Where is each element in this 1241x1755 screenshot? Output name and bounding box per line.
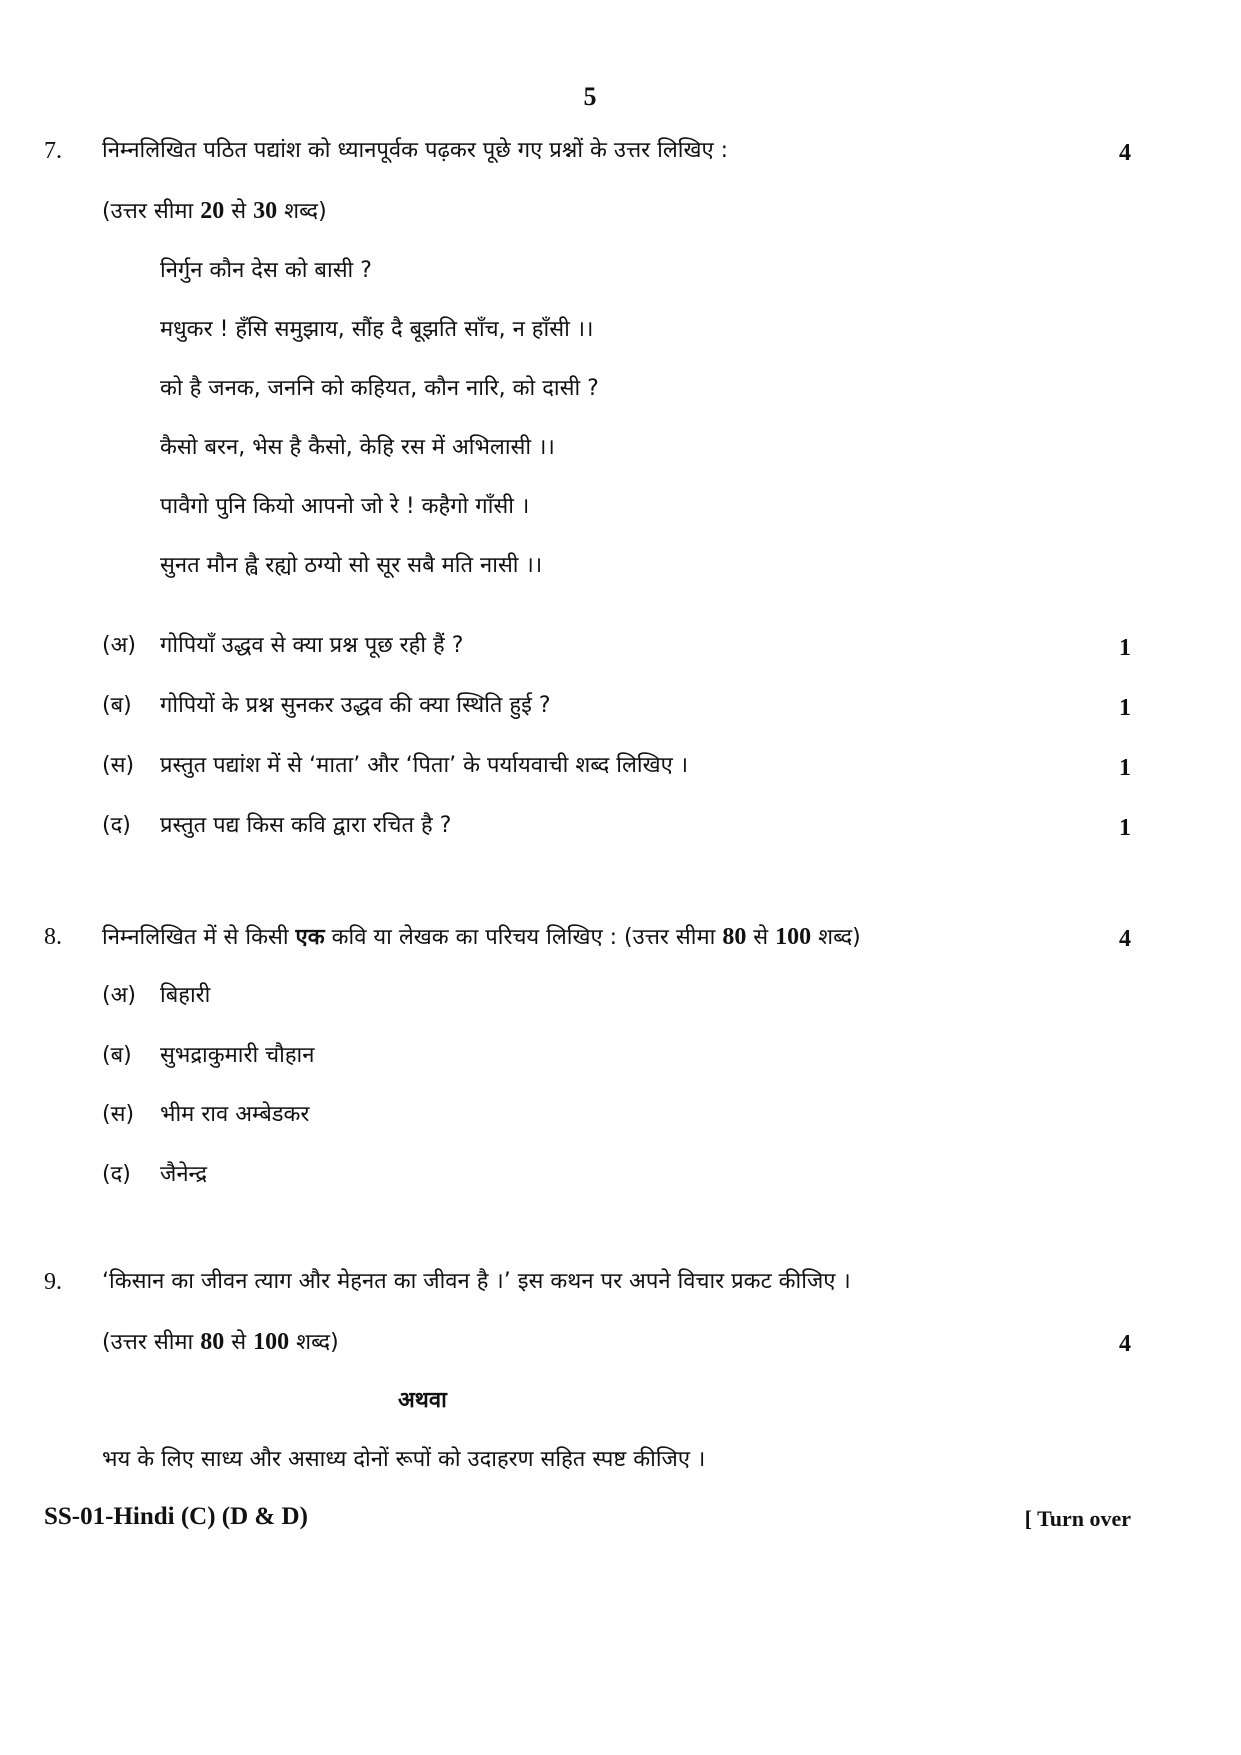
option-text: भीम राव अम्बेडकर (160, 1102, 310, 1127)
question-7-word-limit (102, 196, 327, 227)
sub-question-text: प्रस्तुत पद्य किस कवि द्वारा रचित है ? (160, 813, 452, 838)
verse-line: मधुकर ! हँसि समुझाय, सौंह दै बूझति साँच, न हाँसी ।। (160, 317, 594, 342)
sub-question-label: (ब) (102, 693, 132, 718)
verse-line: सुनत मौन ह्वै रह्यो ठग्यो सो सूर सबै मति नासी ।। (160, 553, 543, 578)
option-label: (स) (102, 1102, 135, 1127)
verse-line: को है जनक, जननि को कहियत, कौन नारि, को दासी ? (160, 376, 599, 401)
option-text: बिहारी (160, 983, 211, 1008)
sub-question-label: (द) (102, 813, 131, 838)
verse-line: निर्गुन कौन देस को बासी ? (160, 258, 372, 283)
word-limit-max: 30 (253, 198, 278, 224)
question-9-number: 9. (44, 1269, 62, 1295)
option-text: जैनेन्द्र (160, 1162, 208, 1187)
sub-question-text: प्रस्तुत पद्यांश में से ‘माता’ और ‘पिता’ के पर्यायवाची शब्द लिखिए । (160, 753, 689, 778)
question-9-text: ‘किसान का जीवन त्याग और मेहनत का जीवन है ।’ इस कथन पर अपने विचार प्रकट कीजिए । (102, 1269, 851, 1294)
page-number: 5 (583, 82, 597, 111)
option-label: (द) (102, 1162, 131, 1187)
sub-question-label: (अ) (102, 633, 136, 658)
question-7-number: 7. (44, 138, 62, 164)
question-8-number: 8. (44, 924, 62, 950)
word-limit-max: 100 (775, 924, 812, 950)
verse-line: कैसो बरन, भेस है कैसो, केहि रस में अभिलासी ।। (160, 435, 555, 460)
word-limit-close: शब्द) (277, 199, 327, 224)
q8-text-start: निम्नलिखित में से किसी (102, 925, 296, 950)
verse-line: पावैगो पुनि कियो आपनो जो रे ! कहैगो गाँसी । (160, 494, 530, 519)
question-9-alternative-text: भय के लिए साध्य और असाध्य दोनों रूपों को उदाहरण सहित स्पष्ट कीजिए । (102, 1447, 706, 1472)
sub-question-marks: 1 (1119, 815, 1131, 841)
question-7-instruction: निम्नलिखित पठित पद्यांश को ध्यानपूर्वक पढ़कर पूछे गए प्रश्नों के उत्तर लिखिए : (102, 138, 729, 163)
word-limit-min: 80 (200, 1329, 225, 1355)
word-limit-min: 80 (722, 924, 747, 950)
sub-question-marks: 1 (1119, 755, 1131, 781)
word-limit-close: शब्द) (811, 925, 861, 950)
word-limit-close: शब्द) (289, 1330, 339, 1355)
question-8-text (102, 922, 861, 953)
sub-question-text: गोपियों के प्रश्न सुनकर उद्धव की क्या स्थिति हुई ? (160, 693, 551, 718)
q8-text-rest: कवि या लेखक का परिचय लिखिए : (उत्तर सीमा (324, 925, 723, 950)
q8-text-emphasis: एक (295, 925, 325, 950)
option-text: सुभद्राकुमारी चौहान (160, 1043, 315, 1068)
word-limit-min: 20 (200, 198, 225, 224)
question-9-word-limit (102, 1327, 339, 1358)
paper-code: SS-01-Hindi (C) (D & D) (44, 1503, 308, 1530)
sub-question-marks: 1 (1119, 635, 1131, 661)
word-limit-open: (उत्तर सीमा (102, 1330, 201, 1355)
question-9-marks: 4 (1119, 1331, 1131, 1357)
option-label: (अ) (102, 983, 136, 1008)
word-limit-mid: से (224, 1330, 254, 1355)
sub-question-label: (स) (102, 753, 135, 778)
question-7-marks: 4 (1119, 140, 1131, 166)
word-limit-open: (उत्तर सीमा (102, 199, 201, 224)
word-limit-mid: से (224, 199, 254, 224)
option-label: (ब) (102, 1043, 132, 1068)
turn-over-note: [ Turn over (1024, 1506, 1131, 1531)
question-8-marks: 4 (1119, 926, 1131, 952)
word-limit-max: 100 (253, 1329, 290, 1355)
or-separator: अथवा (398, 1388, 447, 1413)
sub-question-text: गोपियाँ उद्धव से क्या प्रश्न पूछ रही हैं ? (160, 633, 464, 658)
word-limit-mid: से (746, 925, 776, 950)
sub-question-marks: 1 (1119, 695, 1131, 721)
